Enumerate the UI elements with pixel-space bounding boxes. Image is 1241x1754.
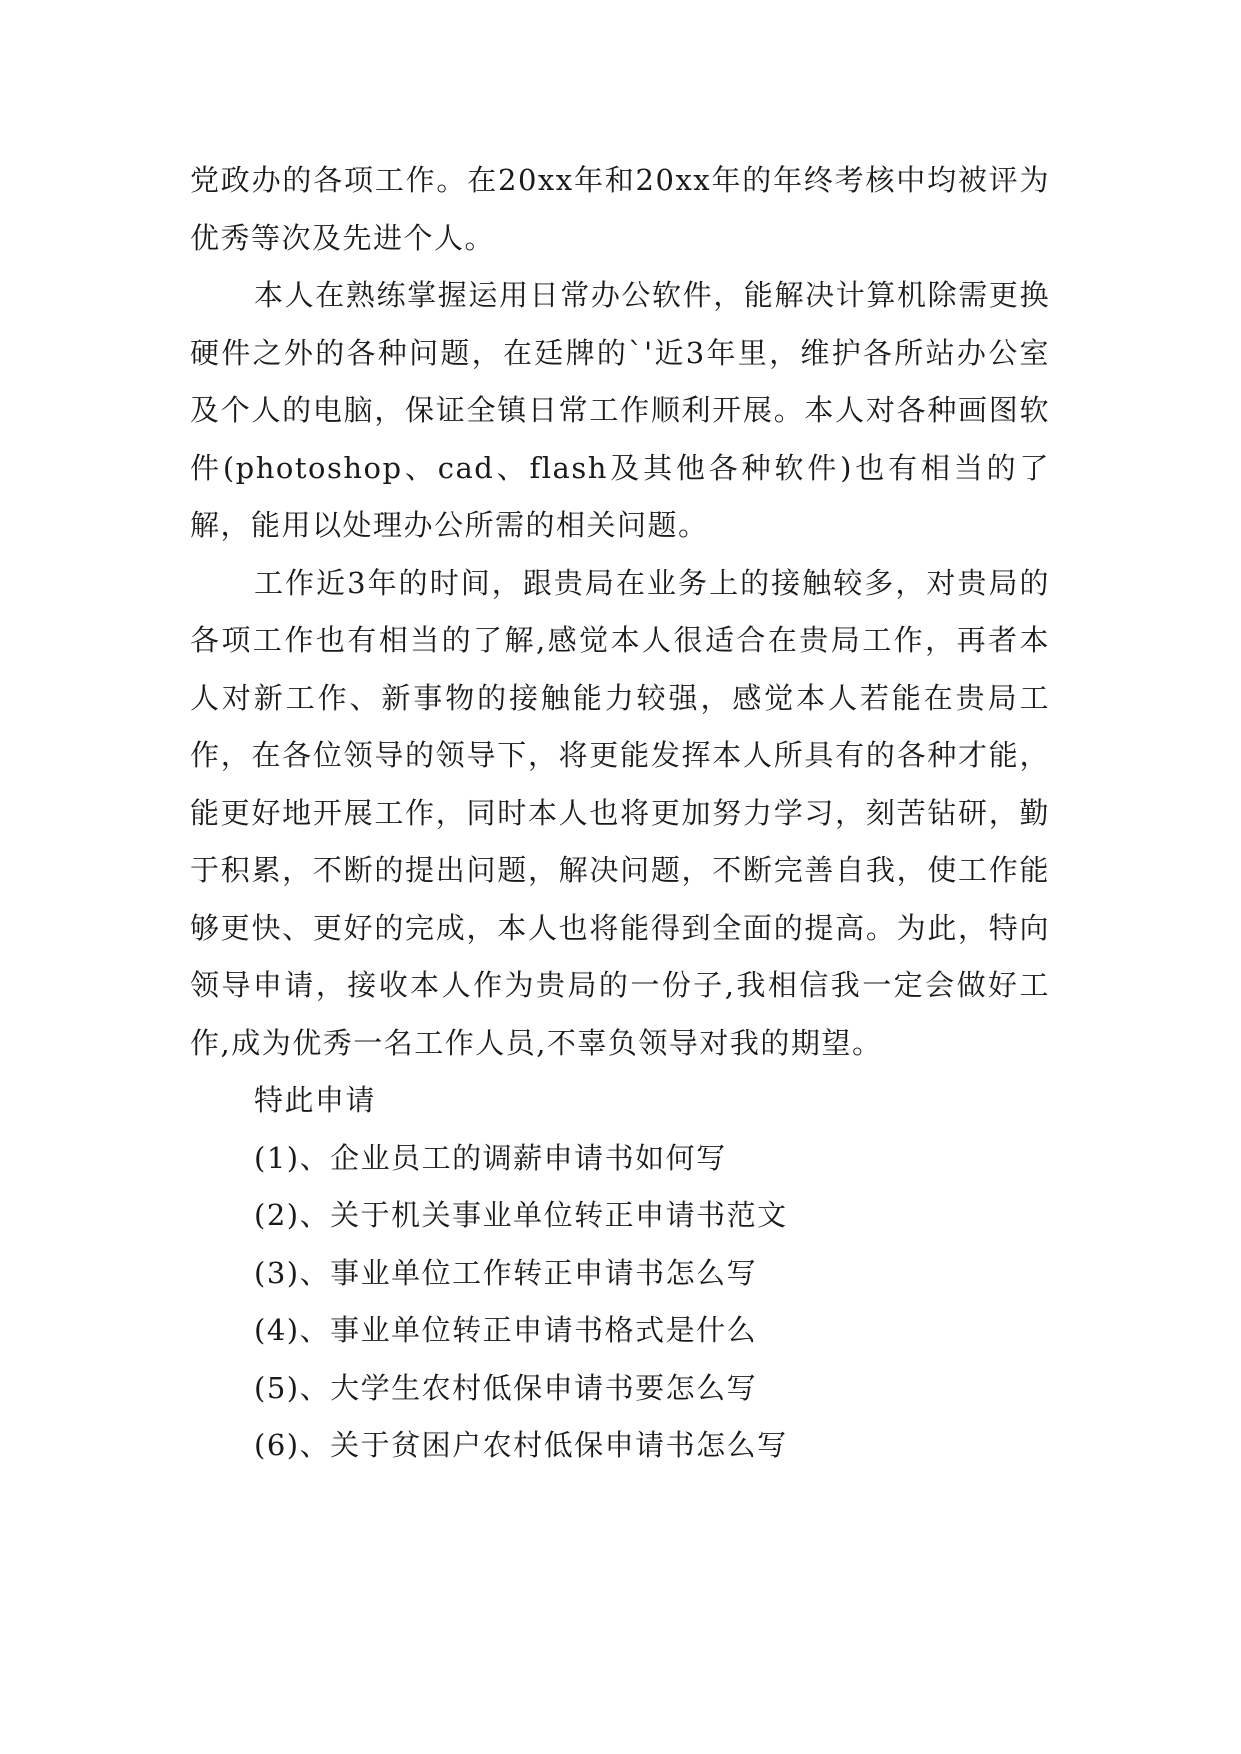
related-article-link[interactable]: (6)、关于贫困户农村低保申请书怎么写	[254, 1428, 788, 1462]
related-article-link[interactable]: (1)、企业员工的调薪申请书如何写	[254, 1140, 727, 1175]
closing-line: 特此申请	[254, 1083, 377, 1117]
related-articles-list	[190, 1130, 1050, 1475]
related-article-link[interactable]: (2)、关于机关事业单位转正申请书范文	[254, 1198, 788, 1232]
related-article-link[interactable]: (3)、事业单位工作转正申请书怎么写	[254, 1255, 758, 1290]
related-article-link[interactable]: (5)、大学生农村低保申请书要怎么写	[254, 1370, 758, 1405]
related-article-link[interactable]: (4)、事业单位转正申请书格式是什么	[254, 1313, 758, 1347]
paragraph-continuation: 党政办的各项工作。在20xx年和20xx年的年终考核中均被评为优秀等次及先进个人。	[190, 163, 1050, 255]
paragraph-skills: 本人在熟练掌握运用日常办公软件，能解决计算机除需更换硬件之外的各种问题，在廷牌的`'近3年里，维护各所站办公室及个人的电脑，保证全镇日常工作顺利开展。本人对各种画图软件(photoshop、cad、flash及其他各种软件)也有相当的了解，能用以处理办公所需的相关问题。	[190, 278, 1050, 542]
paragraph-application: 工作近3年的时间，跟贵局在业务上的接触较多，对贵局的各项工作也有相当的了解,感觉本人很适合在贵局工作，再者本人对新工作、新事物的接触能力较强，感觉本人若能在贵局工作，在各位领导的领导下，将更能发挥本人所具有的各种才能，能更好地开展工作，同时本人也将更加努力学习，刻苦钻研，勤于积累，不断的提出问题，解决问题，不断完善自我，使工作能够更快、更好的完成，本人也将能得到全面的提高。为此，特向领导申请，接收本人作为贵局的一份子,我相信我一定会做好工作,成为优秀一名工作人员,不辜负领导对我的期望。	[190, 565, 1050, 1060]
document-page	[190, 152, 1050, 1475]
